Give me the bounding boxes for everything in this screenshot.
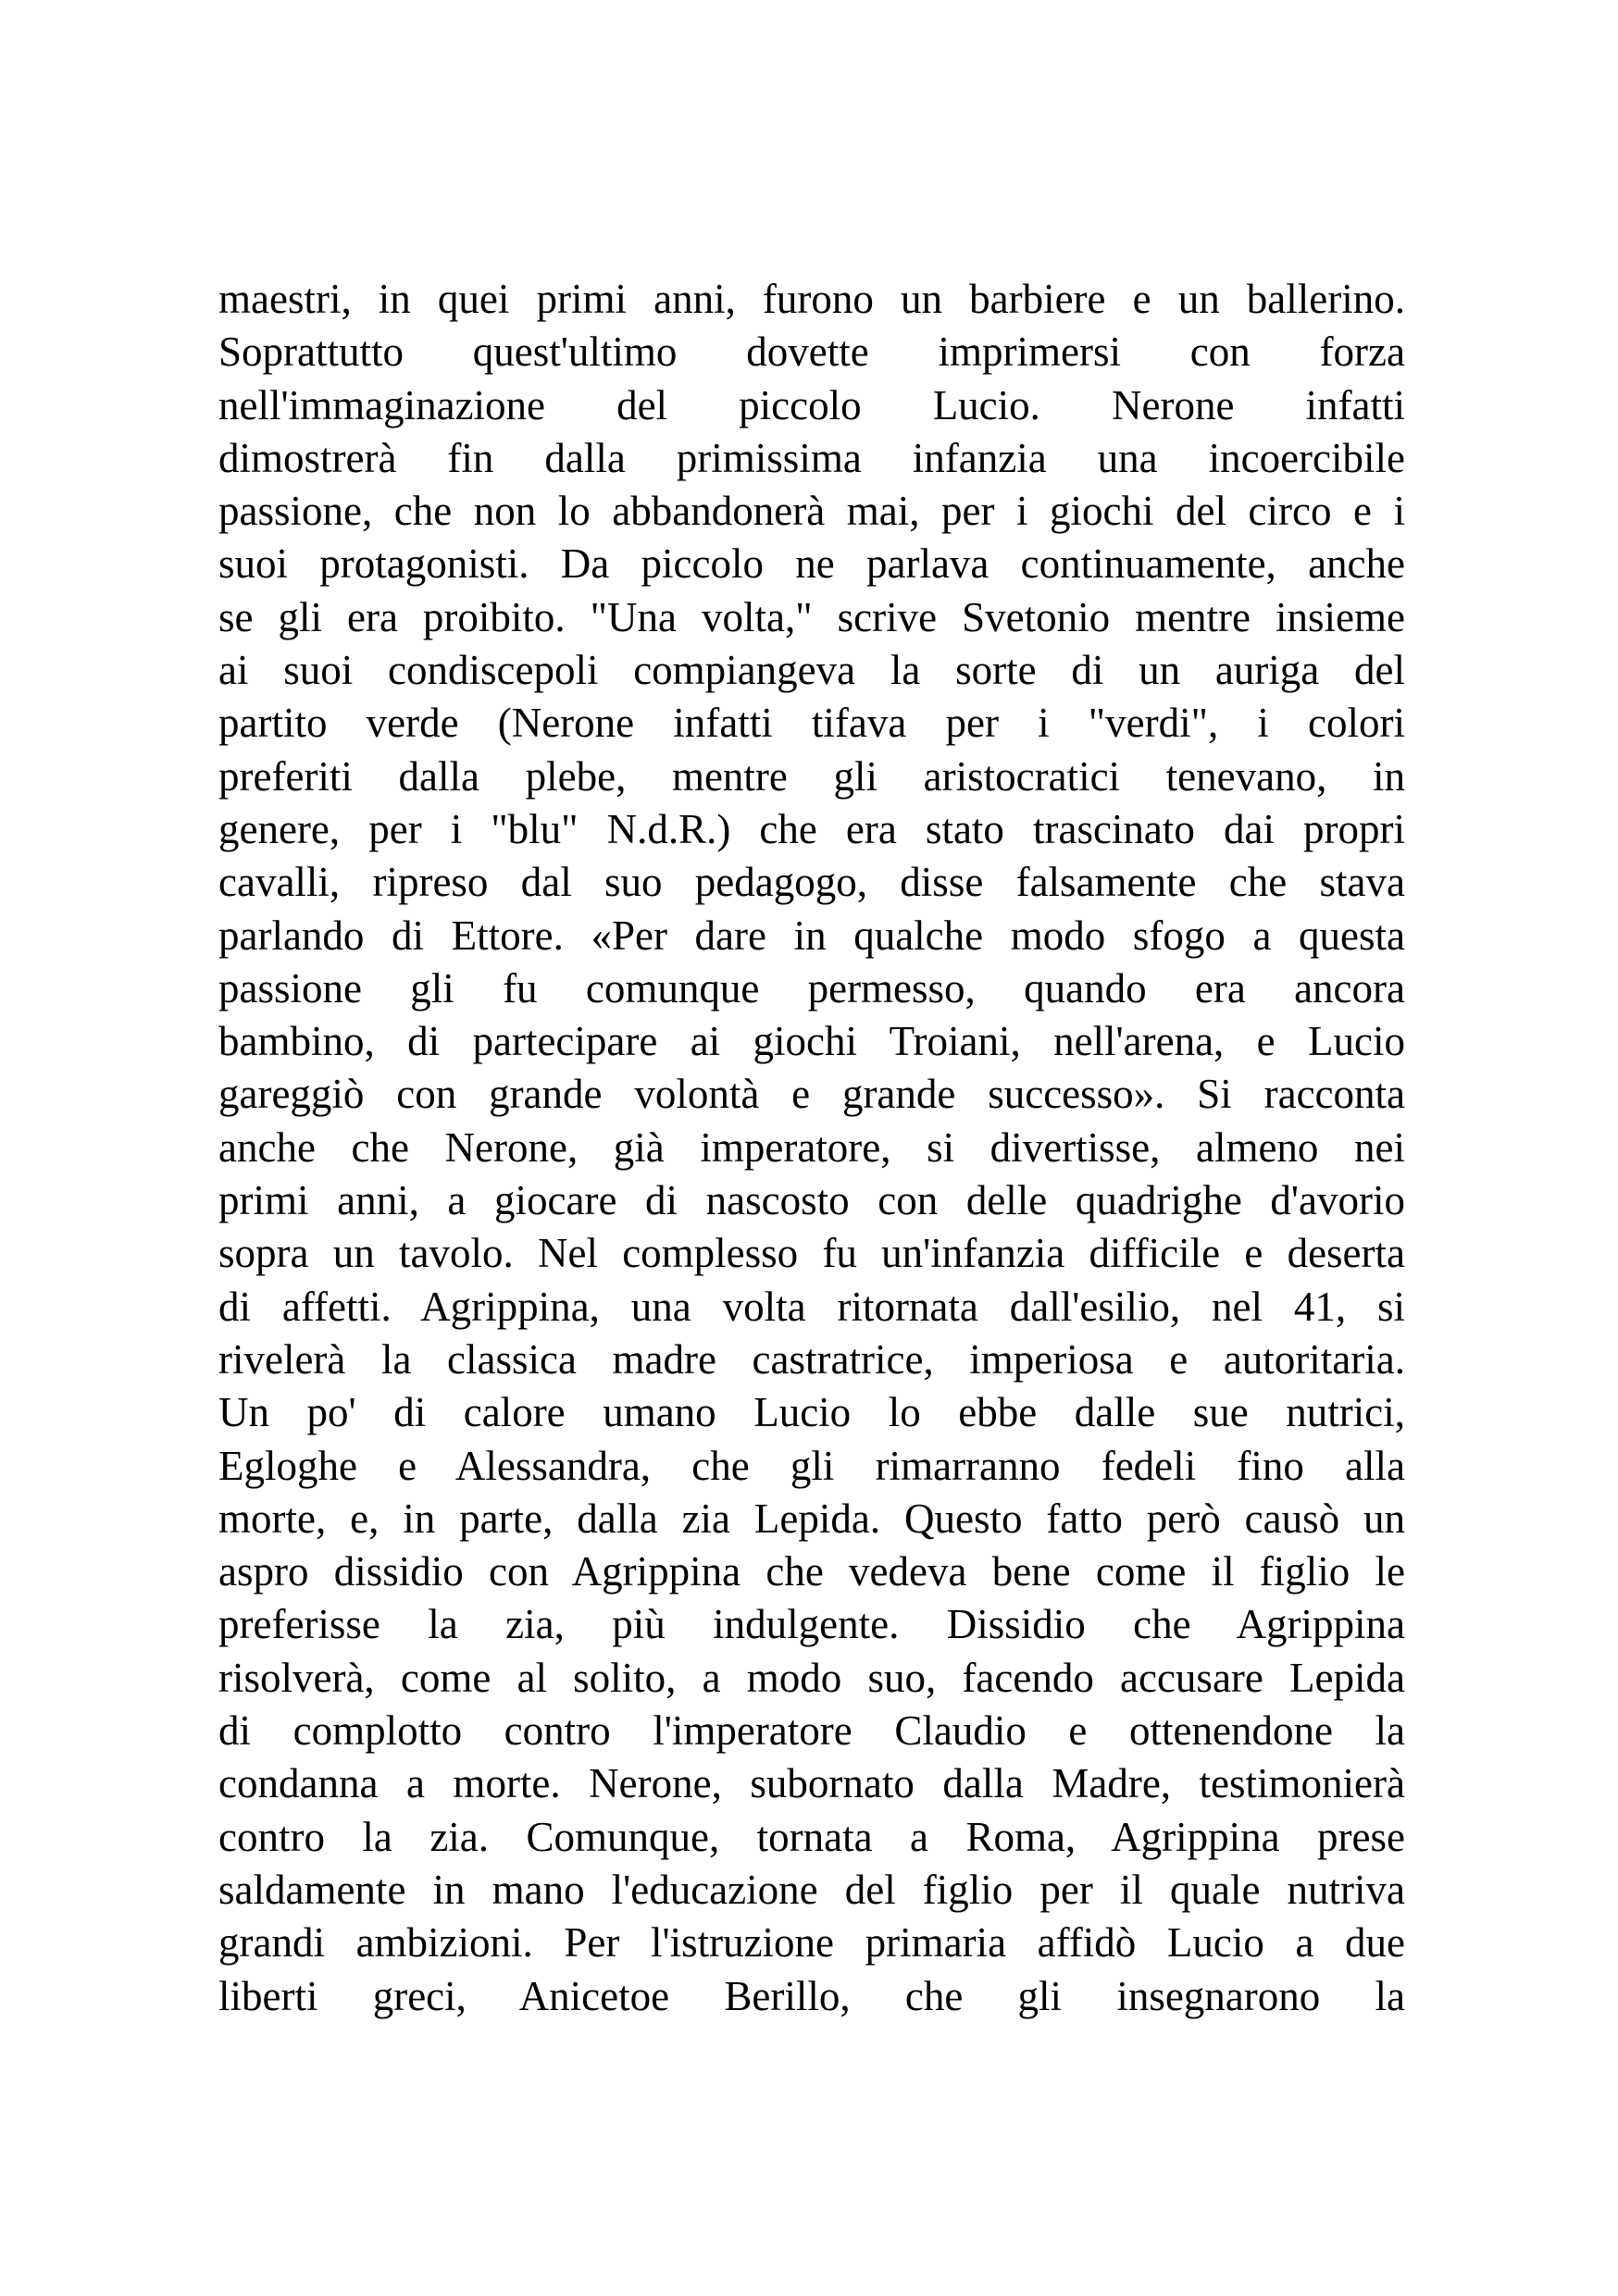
text-line-6: suoi protagonisti. Da piccolo ne parlava continuamente, anche xyxy=(218,540,1405,588)
text-line-21: rivelerà la classica madre castratrice, imperiosa e autoritaria. xyxy=(218,1335,1405,1383)
body-text xyxy=(218,273,1405,2023)
text-line-4: dimostrerà fin dalla primissima infanzia una incoercibile xyxy=(218,434,1405,481)
text-line-19: sopra un tavolo. Nel complesso fu un'infanzia difficile e deserta xyxy=(218,1230,1405,1277)
text-line-9: partito verde (Nerone infatti tifava per i "verdi", i colori xyxy=(218,700,1405,747)
text-line-23: Egloghe e Alessandra, che gli rimarranno fedeli fino alla xyxy=(218,1442,1405,1489)
text-line-27: risolverà, come al solito, a modo suo, facendo accusare Lepida xyxy=(218,1654,1405,1701)
text-line-15: bambino, di partecipare ai giochi Troiani, nell'arena, e Lucio xyxy=(218,1018,1405,1065)
text-line-11: genere, per i "blu" N.d.R.) che era stato trascinato dai propri xyxy=(218,805,1405,852)
text-line-28: di complotto contro l'imperatore Claudio e ottenendone la xyxy=(218,1707,1405,1755)
text-line-8: ai suoi condiscepoli compiangeva la sorte di un auriga del xyxy=(218,647,1405,694)
text-line-20: di affetti. Agrippina, una volta ritornata dall'esilio, nel 41, si xyxy=(218,1283,1405,1330)
text-line-14: passione gli fu comunque permesso, quando era ancora xyxy=(218,964,1405,1011)
text-line-31: saldamente in mano l'educazione del figlio per il quale nutriva xyxy=(218,1866,1405,1913)
text-line-30: contro la zia. Comunque, tornata a Roma, Agrippina prese xyxy=(218,1813,1405,1860)
text-line-25: aspro dissidio con Agrippina che vedeva bene come il figlio le xyxy=(218,1548,1405,1595)
text-line-24: morte, e, in parte, dalla zia Lepida. Questo fatto però causò un xyxy=(218,1495,1405,1542)
text-line-18: primi anni, a giocare di nascosto con delle quadrighe d'avorio xyxy=(218,1177,1405,1224)
text-line-5: passione, che non lo abbandonerà mai, per i giochi del circo e i xyxy=(218,488,1405,535)
text-line-7: se gli era proibito. "Una volta," scrive Svetonio mentre insieme xyxy=(218,593,1405,640)
text-line-1: maestri, in quei primi anni, furono un barbiere e un ballerino. xyxy=(218,276,1405,322)
text-line-26: preferisse la zia, più indulgente. Dissidio che Agrippina xyxy=(218,1601,1405,1648)
text-line-2: Soprattutto quest'ultimo dovette imprimersi con forza xyxy=(218,329,1405,376)
text-line-32: grandi ambizioni. Per l'istruzione primaria affidò Lucio a due xyxy=(218,1919,1405,1967)
text-line-29: condanna a morte. Nerone, subornato dalla Madre, testimonierà xyxy=(218,1760,1405,1807)
text-line-22: Un po' di calore umano Lucio lo ebbe dalle sue nutrici, xyxy=(218,1389,1405,1436)
text-line-13: parlando di Ettore. «Per dare in qualche modo sfogo a questa xyxy=(218,912,1405,959)
text-line-17: anche che Nerone, già imperatore, si divertisse, almeno nei xyxy=(218,1123,1405,1171)
text-line-10: preferiti dalla plebe, mentre gli aristocratici tenevano, in xyxy=(218,752,1405,800)
text-line-33: liberti greci, Anicetoe Berillo, che gli insegnarono la xyxy=(218,1972,1405,2019)
text-line-12: cavalli, ripreso dal suo pedagogo, disse falsamente che stava xyxy=(218,859,1405,906)
text-line-3: nell'immaginazione del piccolo Lucio. Nerone infatti xyxy=(218,381,1405,428)
text-line-16: gareggiò con grande volontà e grande successo». Si racconta xyxy=(218,1071,1405,1118)
